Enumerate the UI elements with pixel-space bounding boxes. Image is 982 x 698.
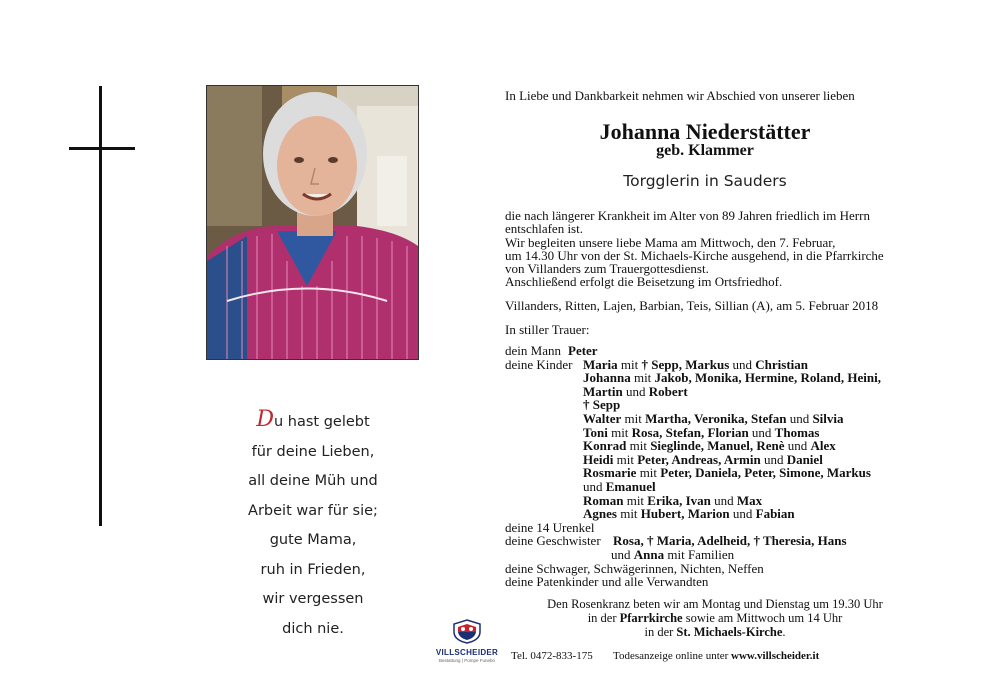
- family-row: [505, 494, 945, 508]
- places-date: Villanders, Ritten, Lajen, Barbian, Teis, Sillian (A), am 5. Februar 2018: [505, 298, 879, 313]
- rosary-notice: [505, 597, 925, 639]
- child-entry-continued: Martin und Robert: [583, 383, 688, 399]
- website-link[interactable]: www.villscheider.it: [731, 650, 820, 662]
- family-row-inlaws: deine Schwager, Schwägerinnen, Nichten, Neffen: [505, 560, 764, 576]
- memorial-poem: [200, 405, 426, 644]
- child-entry: Rosmarie mit Peter, Daniela, Peter, Simone, Markus: [583, 465, 871, 481]
- poem-line-1: Du hast gelebt: [256, 407, 370, 432]
- siblings-continued: und Anna mit Familien: [611, 546, 735, 562]
- child-entry: † Sepp: [583, 397, 621, 413]
- poem-line-5: gute Mama,: [269, 532, 357, 548]
- family-row: [505, 426, 945, 440]
- announcement-line: entschlafen ist.: [505, 221, 583, 237]
- logo-tagline: Bestattung | Pompe Funebri: [439, 658, 495, 663]
- deceased-name: Johanna Niederstätter: [599, 119, 811, 144]
- poem-line-3: all deine Müh und: [248, 473, 378, 489]
- rosary-line: Den Rosenkranz beten wir am Montag und Dienstag um 19.30 Uhr: [547, 597, 883, 611]
- family-row: [505, 371, 945, 385]
- family-row: [505, 466, 945, 480]
- child-entry-continued: und Emanuel: [583, 478, 656, 494]
- poem-line-4: Arbeit war für sie;: [248, 502, 378, 519]
- cross-vertical-bar: [99, 86, 102, 526]
- announcement-line: die nach längerer Krankheit im Alter von 89 Jahren friedlich im Herrn: [505, 208, 870, 223]
- child-entry: Roman mit Erika, Ivan und Max: [583, 492, 763, 508]
- poem-line-6: ruh in Frieden,: [260, 561, 366, 578]
- poem-dropcap: D: [256, 407, 274, 432]
- announcement-line: um 14.30 Uhr von der St. Michaels-Kirche ausgehend, in die Pfarrkirche: [505, 247, 884, 263]
- family-row: [505, 507, 945, 521]
- family-row-siblings: [505, 534, 945, 548]
- child-entry: Walter mit Martha, Veronika, Stefan und Silvia: [583, 410, 844, 426]
- house-name: Torgglerin in Sauders: [623, 172, 787, 190]
- portrait-photo: [206, 85, 419, 360]
- online-notice: Todesanzeige online unter www.villscheider.it: [613, 650, 820, 662]
- poem-line-7: wir vergessen: [262, 591, 364, 607]
- family-list: [505, 344, 945, 589]
- husband-name: Peter: [568, 343, 598, 358]
- children-label: deine Kinder: [505, 356, 573, 372]
- rosary-line: in der St. Michaels-Kirche.: [644, 625, 786, 639]
- siblings-label: deine Geschwister: [505, 533, 601, 549]
- family-row-husband: [505, 344, 945, 358]
- cross-horizontal-bar: [69, 147, 135, 150]
- family-row-godchildren: deine Patenkinder und alle Verwandten: [505, 574, 709, 590]
- logo-wordmark: VILLSCHEIDER: [435, 648, 499, 657]
- portrait-illustration: [207, 86, 418, 359]
- child-entry: Konrad mit Sieglinde, Manuel, Renè und Alex: [583, 438, 836, 454]
- child-entry: Johanna mit Jakob, Monika, Hermine, Roland, Heini,: [583, 370, 881, 386]
- siblings-names: Rosa, † Maria, Adelheid, † Theresia, Hans: [613, 533, 847, 549]
- telephone: Tel. 0472-833-175: [511, 650, 593, 662]
- announcement-line: von Villanders zum Trauergottesdienst.: [505, 261, 709, 277]
- poem-line-8: dich nie.: [282, 620, 344, 637]
- family-row: [505, 453, 945, 467]
- husband-label: dein Mann: [505, 343, 561, 358]
- family-row: [505, 548, 945, 562]
- child-entry: Maria mit † Sepp, Markus und Christian: [583, 356, 809, 372]
- maiden-name: geb. Klammer: [656, 142, 754, 159]
- funeral-announcement: [505, 209, 925, 289]
- family-row: [505, 439, 945, 453]
- family-row: [505, 398, 945, 412]
- family-row: [505, 480, 945, 494]
- rosary-line: in der Pfarrkirche sowie am Mittwoch um 14 Uhr: [587, 611, 843, 625]
- family-row: [505, 412, 945, 426]
- poem-line-2: für deine Lieben,: [251, 443, 375, 460]
- family-row-great-grandchildren: deine 14 Urenkel: [505, 519, 595, 535]
- announcement-line: Anschließend erfolgt die Beisetzung im Ortsfriedhof.: [505, 274, 783, 290]
- announcement-line: Wir begleiten unsere liebe Mama am Mittwoch, den 7. Februar,: [505, 234, 836, 250]
- mourning-label: In stiller Trauer:: [505, 322, 590, 337]
- child-entry: Agnes mit Hubert, Marion und Fabian: [583, 506, 795, 522]
- intro-text: In Liebe und Dankbarkeit nehmen wir Abschied von unserer lieben: [505, 88, 855, 103]
- child-entry: Heidi mit Peter, Andreas, Armin und Daniel: [583, 451, 823, 467]
- family-row: [505, 385, 945, 399]
- family-row-children: [505, 358, 945, 372]
- child-entry: Toni mit Rosa, Stefan, Florian und Thomas: [583, 424, 820, 440]
- villscheider-logo-icon: [450, 618, 484, 644]
